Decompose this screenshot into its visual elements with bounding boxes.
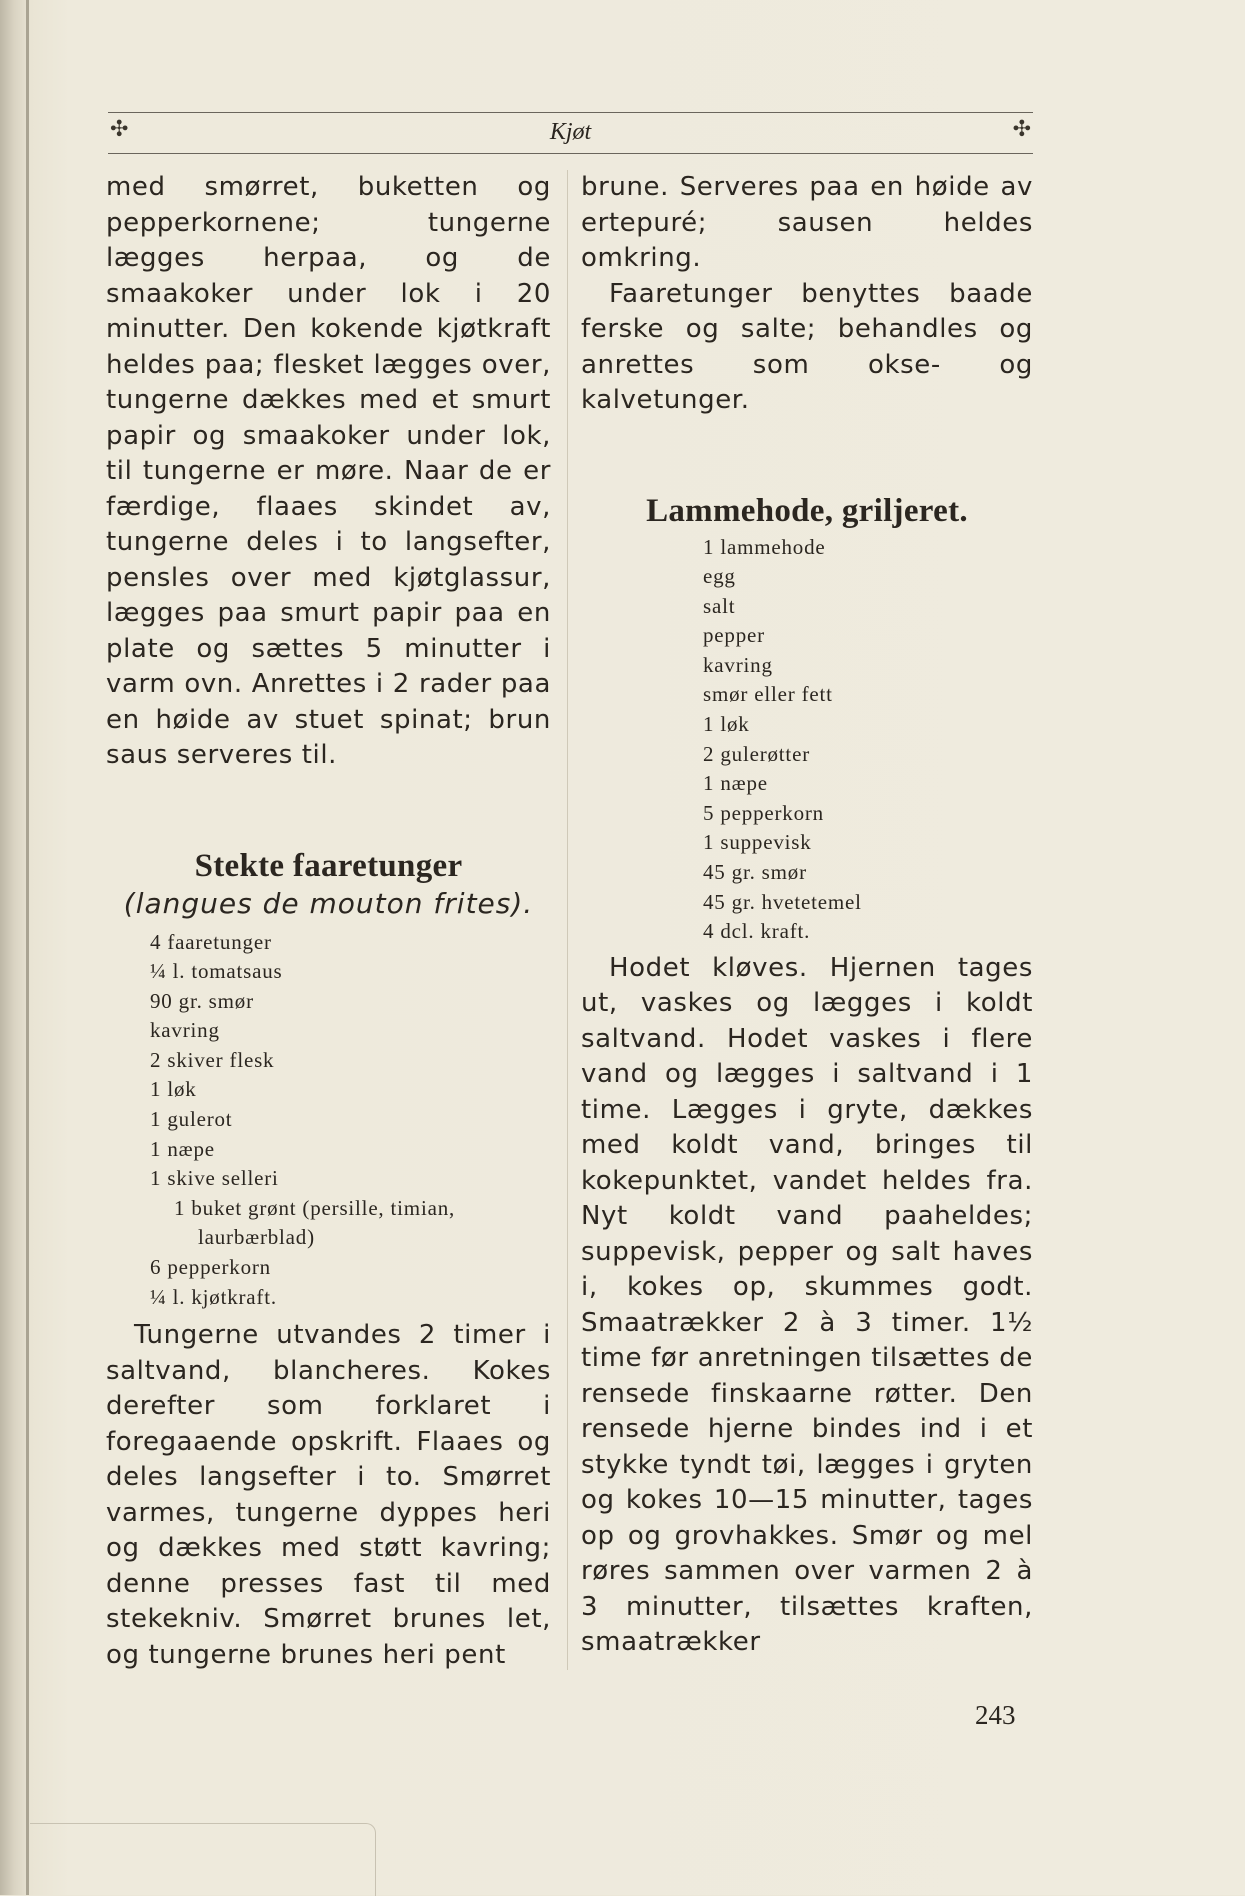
ingredient-item: 5 pepperkorn (703, 800, 824, 825)
ingredient-item: 4 faaretunger (150, 929, 272, 954)
ingredient-item: 1 næpe (703, 771, 768, 796)
ingredient-item: ¼ l. tomatsaus (150, 959, 283, 984)
ingredient-list-faaretunger (150, 928, 551, 1313)
ingredient-item: 1 skive selleri (150, 1166, 279, 1191)
right-column (581, 170, 1033, 1661)
ornament-right-icon: ✣ (1012, 117, 1031, 142)
page-spine-shadow (26, 0, 29, 1895)
ingredient-item: pepper (703, 623, 765, 648)
recipe-title-faaretunger: Stekte faaretunger (194, 847, 463, 884)
running-header (108, 112, 1033, 154)
right-paragraph-1: brune. Serveres paa en høide av ertepuré; sausen heldes omkring. (581, 172, 1033, 273)
ingredient-item: 90 gr. smør (150, 988, 254, 1013)
right-paragraph-3: Hodet kløves. Hjernen tages ut, vaskes og lægges i koldt saltvand. Hodet vaskes i flere vand og lægges i saltvand i 1 time. Lægges i gryte, dækkes med koldt vand, bringes til kokepunktet, vandet heldes fra. Nyt koldt vand paaheldes; suppevisk, pepper og salt haves i, kokes op, skummes godt. Smaatrækker 2 à 3 timer. 1½ time før anretningen tilsættes de rensede finskaarne røtter. Den rensede hjerne bindes ind i et stykke tyndt tøi, lægges i gryten og kokes 10—15 minutter, tages op og grovhakkes. Smør og mel røres sammen over varmen 2 à 3 minutter, tilsættes kraften, smaatrækker (581, 952, 1033, 1658)
ingredient-item: 2 gulerøtter (703, 741, 810, 766)
ingredient-item: kavring (703, 652, 773, 677)
recipe-title-lammehode: Lammehode, griljeret. (646, 492, 968, 529)
ingredient-item: 6 pepperkorn (150, 1255, 271, 1280)
page-number: 243 (975, 1700, 1016, 1730)
ingredient-item: salt (703, 593, 736, 618)
ingredient-item: 45 gr. smør (703, 860, 807, 885)
ingredient-item: 1 gulerot (150, 1107, 233, 1132)
column-divider (567, 170, 568, 1670)
left-paragraph-2: Tungerne utvandes 2 timer i saltvand, blancheres. Kokes derefter som forklaret i foregaaende opskrift. Flaaes og deles langsefter i to. Smørret varmes, tungerne dyppes heri og dækkes med støtt kavring; denne presses fast til med stekekniv. Smørret brunes let, og tungerne brunes heri pent (106, 1320, 551, 1670)
ornament-left-icon: ✣ (110, 117, 129, 142)
ingredient-list-lammehode (703, 533, 1033, 947)
recipe-subtitle: (langues de mouton frites). (123, 886, 534, 920)
ingredient-item: kavring (150, 1018, 220, 1043)
ingredient-item: ¼ l. kjøtkraft. (150, 1284, 277, 1309)
page-corner-mark (30, 1823, 376, 1896)
ingredient-item: 1 suppevisk (703, 830, 812, 855)
ingredient-item: 4 dcl. kraft. (703, 919, 811, 944)
header-title: Kjøt (549, 119, 592, 145)
right-paragraph-2: Faaretunger benyttes baade ferske og salte; behandles og anrettes som okse- og kalvetunger. (581, 278, 1033, 415)
ingredient-item: 1 næpe (150, 1136, 215, 1161)
ingredient-item: 45 gr. hvetetemel (703, 889, 862, 914)
ingredient-item: 2 skiver flesk (150, 1047, 275, 1072)
ingredient-item: 1 lammehode (703, 534, 826, 559)
left-column (106, 170, 551, 1673)
ingredient-item: 1 løk (150, 1077, 197, 1102)
ingredient-item: 1 løk (703, 712, 750, 737)
ingredient-item: 1 buket grønt (persille, timian, laurbærblad) (174, 1195, 456, 1250)
ingredient-item: egg (703, 564, 736, 589)
ingredient-item: smør eller fett (703, 682, 833, 707)
left-paragraph-1: med smørret, buketten og pepperkornene; tungerne lægges herpaa, og de smaakoker under lok i 20 minutter. Den kokende kjøtkraft heldes paa; flesket lægges over, tungerne dækkes med et smurt papir og smaakoker under lok, til tungerne er møre. Naar de er færdige, flaaes skindet av, tungerne deles i to langsefter, pensles over med kjøtglassur, lægges paa smurt papir paa en plate og sættes 5 minutter i varm ovn. Anrettes i 2 rader paa en høide av stuet spinat; brun saus serveres til. (106, 172, 551, 770)
